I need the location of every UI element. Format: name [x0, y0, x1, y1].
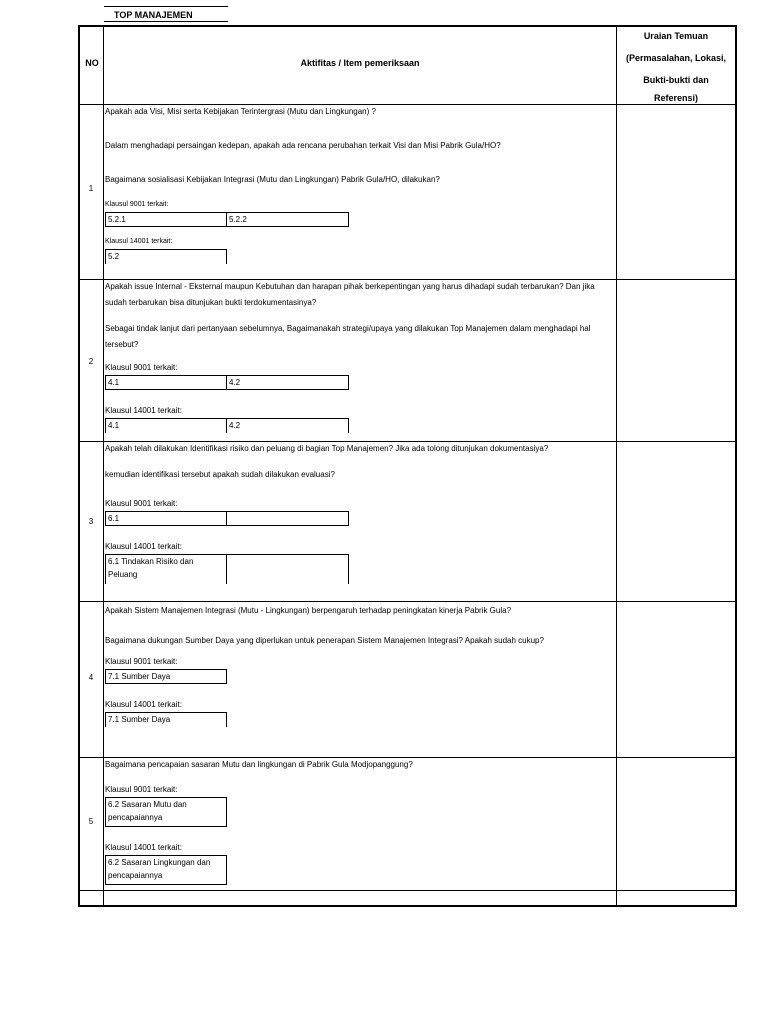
clause-cell: 4.1: [105, 375, 227, 390]
clause-9001-cells: [105, 797, 617, 827]
question-text: Apakah issue Internal - Eksternal maupun Kebutuhan dan harapan pihak berkepentingan yang harus dihadapi sudah terbarukan? Dan jika sudah terbarukan bisa ditunjukan bukti terdokumentasinya?: [105, 282, 595, 307]
question-text: Apakah ada Visi, Misi serta Kebijakan Terintergrasi (Mutu dan Lingkungan) ?: [105, 107, 376, 116]
row-number: 3: [88, 517, 94, 526]
clause-14001-label: Klausul 14001 terkait:: [105, 406, 182, 415]
clause-14001-cells: [105, 712, 617, 727]
row-number: 2: [88, 357, 94, 366]
question-text: Bagaimana dukungan Sumber Daya yang diperlukan untuk penerapan Sistem Manajemen Integrasi? Apakah sudah cukup?: [105, 636, 544, 645]
row-questions: [105, 104, 617, 264]
row-questions: [105, 441, 617, 584]
clause-cell: [227, 554, 349, 584]
checklist-row-1: [78, 104, 737, 279]
question-text: Apakah telah dilakukan Identifikasi risiko dan peluang di bagian Top Manajemen? Jika ada tolong ditunjukan dokumentasiya?: [105, 444, 549, 453]
clause-cell: 7.1 Sumber Daya: [105, 712, 227, 727]
section-title: TOP MANAJEMEN: [104, 6, 228, 22]
clause-9001-label: Klausul 9001 terkait:: [105, 499, 178, 508]
clause-14001-cells: [105, 249, 617, 264]
clause-9001-cells: [105, 669, 617, 684]
clause-9001-label: Klausul 9001 terkait:: [105, 785, 178, 794]
clause-cell: 5.2.2: [227, 212, 349, 227]
clause-14001-label: Klausul 14001 terkait:: [105, 843, 182, 852]
checklist-row-4: [78, 601, 737, 757]
question-text: Bagaimana pencapaian sasaran Mutu dan lingkungan di Pabrik Gula Modjopanggung?: [105, 760, 413, 769]
clause-cell: 6.1 Tindakan Risiko dan Peluang: [105, 554, 227, 584]
question-text: Bagaimana sosialisasi Kebijakan Integrasi (Mutu dan Lingkungan) Pabrik Gula/HO, dilakukan?: [105, 175, 440, 184]
clause-9001-label: Klausul 9001 terkait:: [105, 363, 178, 372]
clause-cell: [227, 511, 349, 526]
clause-9001-cells: [105, 511, 617, 526]
clause-cell: 6.1: [105, 511, 227, 526]
checklist-row-3: [78, 441, 737, 601]
clause-cell: 6.2 Sasaran Lingkungan dan pencapaiannya: [105, 855, 227, 885]
clause-9001-cells: [105, 375, 617, 390]
clause-14001-cells: [105, 418, 617, 433]
row-questions: [105, 603, 617, 727]
question-text: Sebagai tindak lanjut dari pertanyaan sebelumnya, Bagaimanakah strategi/upaya yang dilakukan Top Manajemen dalam menghadapi hal tersebut?: [105, 324, 591, 349]
question-text: Apakah Sistem Manajemen Integrasi (Mutu - Lingkungan) berpengaruh terhadap peningkatan kinerja Pabrik Gula?: [105, 606, 512, 615]
row-number: 4: [88, 673, 94, 682]
header-findings: Uraian Temuan (Permasalahan, Lokasi, Bukti-bukti dan Referensi): [625, 31, 727, 103]
clause-14001-cells: [105, 855, 617, 885]
header-no: NO: [85, 58, 99, 68]
checklist-row-2: [78, 279, 737, 441]
question-text: Dalam menghadapi persaingan kedepan, apakah ada rencana perubahan terkait Visi dan Misi Pabrik Gula/HO?: [105, 141, 501, 150]
clause-cell: 4.2: [227, 375, 349, 390]
checklist-row-5: [78, 757, 737, 890]
clause-cell: 7.1 Sumber Daya: [105, 669, 227, 684]
clause-14001-cells: [105, 554, 617, 584]
clause-cell: 5.2.1: [105, 212, 227, 227]
clause-14001-label: Klausul 14001 terkait:: [105, 700, 182, 709]
clause-cell: 4.1: [105, 418, 227, 433]
clause-cell: 6.2 Sasaran Mutu dan pencapaiannya: [105, 797, 227, 827]
header-activity: Aktifitas / Item pemeriksaan: [300, 58, 420, 68]
row-number: 5: [88, 817, 94, 826]
row-questions: [105, 757, 617, 885]
clause-9001-cells: [105, 212, 617, 227]
clause-14001-label: Klausul 14001 terkait:: [105, 542, 182, 551]
row-questions: [105, 279, 617, 433]
clause-cell: 5.2: [105, 249, 227, 264]
clause-14001-label: Klausul 14001 terkait:: [105, 238, 173, 245]
clause-cell: 4.2: [227, 418, 349, 433]
audit-checklist-table: [78, 25, 737, 907]
row-number: 1: [88, 184, 94, 193]
clause-9001-label: Klausul 9001 terkait:: [105, 657, 178, 666]
clause-9001-label: Klausul 9001 terkait:: [105, 201, 169, 208]
row-divider: [78, 890, 737, 891]
question-text: kemudian identifikasi tersebut apakah sudah dilakukan evaluasi?: [105, 470, 335, 479]
